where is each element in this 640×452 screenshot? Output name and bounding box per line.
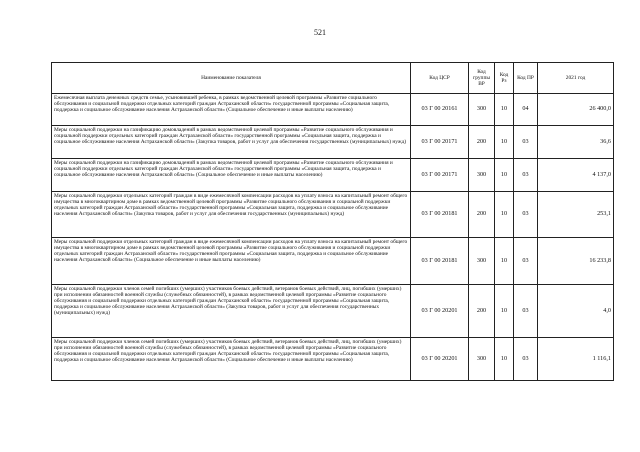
row-amount-cell: 16 233,8 — [538, 238, 614, 285]
row-rz-cell: 10 — [495, 159, 514, 192]
table-row — [52, 159, 614, 192]
row-csr-cell: 03 Г 00 20171 — [411, 159, 469, 192]
row-pr-cell: 03 — [514, 126, 538, 159]
row-pr-cell: 03 — [514, 238, 538, 285]
header-year: 2021 год — [538, 63, 614, 94]
row-name-cell: Меры социальной поддержки членов семей погибших (умерших) участников боевых действий, ветеранов боевых действий, лиц, погибших (умерших) при исполнении обязанностей военной службы (служебных обязанностей), в рамках ведомственной целевой программы «Развитие социального обслуживания и социальной поддержки отдельных категорий граждан Астраханской области» государственной программы «Социальная защита, поддержка и социальное обслуживание населения Астраханской области» (Социальное обеспечение и иные выплаты населению) — [52, 338, 411, 381]
row-csr-cell: 03 Г 00 20201 — [411, 285, 469, 338]
row-amount-cell: 253,1 — [538, 192, 614, 238]
table-row — [52, 192, 614, 238]
header-vr: Код группы ВР — [469, 63, 495, 94]
table-row — [52, 126, 614, 159]
row-name-cell: Меры социальной поддержки на газификацию домовладений в рамках ведомственной целевой программы «Развитие социального обслуживания и социальной поддержки отдельных категорий граждан Астраханской области» государственной программы «Социальная защита, поддержка и социальное обслуживание населения Астраханской области» (Закупка товаров, работ и услуг для обеспечения государственных (муниципальных) нужд) — [52, 126, 411, 159]
header-rz: Код Рз — [495, 63, 514, 94]
row-name-cell: Меры социальной поддержки членов семей погибших (умерших) участников боевых действий, ветеранов боевых действий, лиц, погибших (умерших) при исполнении обязанностей военной службы (служебных обязанностей), в рамках ведомственной целевой программы «Развитие социального обслуживания и социальной поддержки отдельных категорий граждан Астраханской области» государственной программы «Социальная защита, поддержка и социальное обслуживание населения Астраханской области» (Закупка товаров, работ и услуг для обеспечения государственных (муниципальных) нужд) — [52, 285, 411, 338]
row-vr-cell: 300 — [469, 338, 495, 381]
table-header-row — [52, 63, 614, 94]
table-row — [52, 285, 614, 338]
row-csr-cell: 03 Г 00 20181 — [411, 238, 469, 285]
row-pr-cell: 03 — [514, 192, 538, 238]
row-amount-cell: 4,0 — [538, 285, 614, 338]
row-amount-cell: 1 116,1 — [538, 338, 614, 381]
row-vr-cell: 300 — [469, 238, 495, 285]
header-name: Наименование показателя — [52, 63, 411, 94]
row-name-cell: Меры социальной поддержки отдельных категорий граждан в виде ежемесячной компенсации расходов на уплату взноса на капитальный ремонт общего имущества в многоквартирном доме в рамках ведомственной целевой программы «Развитие социального обслуживания и социальной поддержки отдельных категорий граждан Астраханской области» государственной программы «Социальная защита, поддержка и социальное обслуживание населения Астраханской области» (Закупка товаров, работ и услуг для обеспечения государственных (муниципальных) нужд) — [52, 192, 411, 238]
row-amount-cell: 26 400,0 — [538, 94, 614, 126]
row-vr-cell: 200 — [469, 285, 495, 338]
row-rz-cell: 10 — [495, 285, 514, 338]
row-vr-cell: 300 — [469, 159, 495, 192]
row-pr-cell: 03 — [514, 285, 538, 338]
row-rz-cell: 10 — [495, 192, 514, 238]
table-row — [52, 238, 614, 285]
row-rz-cell: 10 — [495, 238, 514, 285]
row-rz-cell: 10 — [495, 338, 514, 381]
row-name-cell: Меры социальной поддержки на газификацию домовладений в рамках ведомственной целевой программы «Развитие социального обслуживания и социальной поддержки отдельных категорий граждан Астраханской области» государственной программы «Социальная защита, поддержка и социальное обслуживание населения Астраханской области» (Социальное обеспечение и иные выплаты населению) — [52, 159, 411, 192]
header-pr: Код ПР — [514, 63, 538, 94]
row-csr-cell: 03 Г 00 20161 — [411, 94, 469, 126]
row-rz-cell: 10 — [495, 94, 514, 126]
row-vr-cell: 200 — [469, 126, 495, 159]
row-rz-cell: 10 — [495, 126, 514, 159]
header-csr: Код ЦСР — [411, 63, 469, 94]
table-row — [52, 338, 614, 381]
row-amount-cell: 36,6 — [538, 126, 614, 159]
row-name-cell: Ежемесячная выплата денежных средств семье, усыновившей ребенка, в рамках ведомственной целевой программы «Развитие социального обслуживания и социальной поддержки отдельных категорий граждан Астраханской области» государственной программы «Социальная защита, поддержка и социальное обслуживание населения Астраханской области» (Социальное обеспечение и иные выплаты населению) — [52, 94, 411, 126]
row-name-cell: Меры социальной поддержки отдельных категорий граждан в виде ежемесячной компенсации расходов на уплату взноса на капитальный ремонт общего имущества в многоквартирном доме в рамках ведомственной целевой программы «Развитие социального обслуживания и социальной поддержки отдельных категорий граждан Астраханской области» государственной программы «Социальная защита, поддержка и социальное обслуживание населения Астраханской области» (Социальное обеспечение и иные выплаты населению) — [52, 238, 411, 285]
table-row — [52, 94, 614, 126]
page-number: 521 — [314, 28, 326, 37]
row-pr-cell: 03 — [514, 159, 538, 192]
row-pr-cell: 04 — [514, 94, 538, 126]
row-csr-cell: 03 Г 00 20201 — [411, 338, 469, 381]
row-vr-cell: 200 — [469, 192, 495, 238]
row-vr-cell: 300 — [469, 94, 495, 126]
row-amount-cell: 4 137,0 — [538, 159, 614, 192]
budget-table — [51, 62, 614, 381]
row-csr-cell: 03 Г 00 20181 — [411, 192, 469, 238]
row-csr-cell: 03 Г 00 20171 — [411, 126, 469, 159]
row-pr-cell: 03 — [514, 338, 538, 381]
